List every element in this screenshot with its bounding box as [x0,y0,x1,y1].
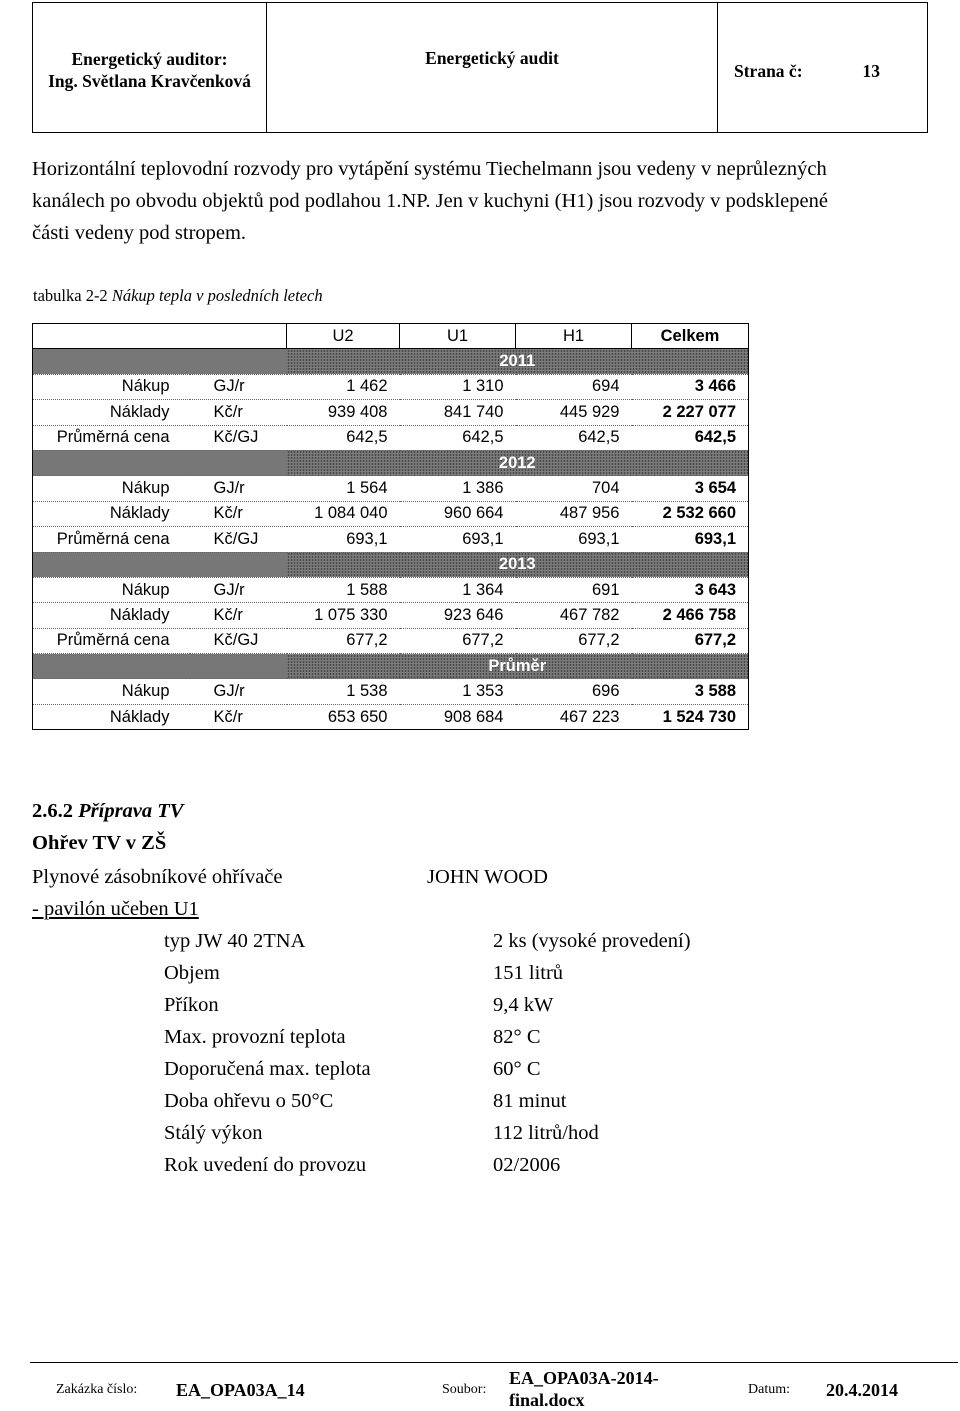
auditor-cell [33,3,267,132]
page-number-cell [718,3,927,132]
value-cell: 1 588 [287,577,400,602]
table-row [33,577,749,602]
table-row [33,527,749,552]
row-label: Průměrná cena [33,425,190,450]
value-cell: 2 466 758 [632,603,749,628]
spec-value: 81 minut [493,1090,567,1112]
value-cell: 642,5 [516,425,632,450]
value-cell: 693,1 [287,527,400,552]
value-cell: 642,5 [632,425,749,450]
table-row [33,425,749,450]
row-label: Náklady [33,501,190,526]
page-number: 13 [862,60,881,81]
spec-label: Doba ohřevu o 50°C [164,1090,334,1112]
value-cell: 3 466 [632,374,749,399]
value-cell: 1 353 [400,679,516,704]
value-cell: 3 654 [632,476,749,501]
period-row [33,349,749,374]
value-cell: 923 646 [400,603,516,628]
value-cell: 1 084 040 [287,501,400,526]
period-label: 2012 [287,450,749,475]
period-spacer [33,654,287,679]
value-cell: 908 684 [400,704,516,729]
heater-brand: JOHN WOOD [427,866,548,888]
date-label: Datum: [748,1382,790,1397]
value-cell: 445 929 [516,400,632,425]
spec-value: 151 litrů [493,962,564,984]
spec-value: 9,4 kW [493,994,554,1016]
row-unit: Kč/r [190,704,287,729]
value-cell: 694 [516,374,632,399]
table-caption [33,285,323,307]
auditor-name: Ing. Světlana Kravčenková [48,70,251,91]
order-label: Zakázka číslo: [56,1382,138,1397]
row-unit: GJ/r [190,679,287,704]
period-spacer [33,552,287,577]
row-label: Náklady [33,704,190,729]
file-line-1: EA_OPA03A-2014- [509,1368,659,1388]
spec-value: 02/2006 [493,1154,561,1176]
column-header: U1 [400,324,516,349]
table-row [33,501,749,526]
table-row [33,476,749,501]
intro-line: části vedeny pod stropem. [32,222,247,244]
section-title: Příprava TV [78,800,184,822]
page-header [32,2,928,133]
row-unit: Kč/r [190,400,287,425]
value-cell: 841 740 [400,400,516,425]
value-cell: 1 386 [400,476,516,501]
period-row [33,450,749,475]
section-number: 2.6.2 [32,800,79,822]
order-value: EA_OPA03A_14 [176,1380,305,1400]
intro-paragraph [32,153,928,249]
value-cell: 1 310 [400,374,516,399]
row-unit: Kč/GJ [190,425,287,450]
value-cell: 1 075 330 [287,603,400,628]
row-unit: Kč/GJ [190,628,287,653]
value-cell: 693,1 [400,527,516,552]
value-cell: 1 564 [287,476,400,501]
value-cell: 677,2 [516,628,632,653]
file-line-2: final.docx [509,1390,585,1410]
row-unit: Kč/GJ [190,527,287,552]
row-unit: GJ/r [190,476,287,501]
value-cell: 1 538 [287,679,400,704]
value-cell: 487 956 [516,501,632,526]
value-cell: 704 [516,476,632,501]
value-cell: 939 408 [287,400,400,425]
footer-divider [30,1362,958,1363]
table-row [33,400,749,425]
column-header: H1 [516,324,632,349]
spec-label: Rok uvedení do provozu [164,1154,367,1176]
period-label: 2011 [287,349,749,374]
value-cell: 3 643 [632,577,749,602]
period-spacer [33,450,287,475]
value-cell: 467 782 [516,603,632,628]
value-cell: 3 588 [632,679,749,704]
period-label: Průměr [287,654,749,679]
row-label: Průměrná cena [33,628,190,653]
table-header-row [33,324,749,349]
caption-prefix: tabulka 2-2 [33,286,112,305]
value-cell: 642,5 [400,425,516,450]
spec-label: typ JW 40 2TNA [164,930,306,952]
spec-label: Příkon [164,994,219,1016]
spec-value: 2 ks (vysoké provedení) [493,930,691,952]
spec-label: Max. provozní teplota [164,1026,346,1048]
heater-type: Plynové zásobníkové ohřívače [32,866,283,888]
period-spacer [33,349,287,374]
section-subtitle: Ohřev TV v ZŠ [32,832,167,854]
auditor-label: Energetický auditor: [71,48,228,69]
period-label: 2013 [287,552,749,577]
table-row [33,603,749,628]
row-label: Nákup [33,476,190,501]
value-cell: 467 223 [516,704,632,729]
intro-line: kanálech po obvodu objektů pod podlahou 1.NP. Jen v kuchyni (H1) jsou rozvody v podsklepené [32,190,828,212]
value-cell: 653 650 [287,704,400,729]
table-row [33,374,749,399]
table-row [33,628,749,653]
heater-location: - pavilón učeben U1 [32,898,199,920]
row-label: Průměrná cena [33,527,190,552]
value-cell: 696 [516,679,632,704]
value-cell: 693,1 [516,527,632,552]
value-cell: 960 664 [400,501,516,526]
value-cell: 677,2 [400,628,516,653]
table-row [33,679,749,704]
value-cell: 677,2 [287,628,400,653]
spec-value: 60° C [493,1058,541,1080]
value-cell: 1 524 730 [632,704,749,729]
spec-label: Stálý výkon [164,1122,263,1144]
row-label: Nákup [33,577,190,602]
intro-line: Horizontální teplovodní rozvody pro vytápění systému Tiechelmann jsou vedeny v neprůlezných [32,158,827,180]
spec-value: 112 litrů/hod [493,1122,599,1144]
value-cell: 691 [516,577,632,602]
row-unit: Kč/r [190,501,287,526]
value-cell: 693,1 [632,527,749,552]
heat-purchase-table [32,323,749,730]
value-cell: 1 364 [400,577,516,602]
row-label: Nákup [33,679,190,704]
value-cell: 2 227 077 [632,400,749,425]
column-header: Celkem [632,324,749,349]
value-cell: 642,5 [287,425,400,450]
date-value: 20.4.2014 [826,1380,898,1400]
value-cell: 677,2 [632,628,749,653]
period-row [33,654,749,679]
row-label: Nákup [33,374,190,399]
caption-title: Nákup tepla v posledních letech [111,286,323,305]
column-header: U2 [287,324,400,349]
doc-title: Energetický audit [425,47,559,68]
section-heading [32,800,183,823]
value-cell: 2 532 660 [632,501,749,526]
row-label: Náklady [33,603,190,628]
file-label: Soubor: [442,1382,487,1397]
row-unit: Kč/r [190,603,287,628]
page-label: Strana č: [734,60,803,81]
header-blank-cell [33,324,287,349]
spec-value: 82° C [493,1026,541,1048]
row-label: Náklady [33,400,190,425]
row-unit: GJ/r [190,577,287,602]
spec-label: Doporučená max. teplota [164,1058,371,1080]
doc-title-cell [267,3,718,132]
value-cell: 1 462 [287,374,400,399]
spec-label: Objem [164,962,220,984]
table-row [33,704,749,729]
period-row [33,552,749,577]
row-unit: GJ/r [190,374,287,399]
